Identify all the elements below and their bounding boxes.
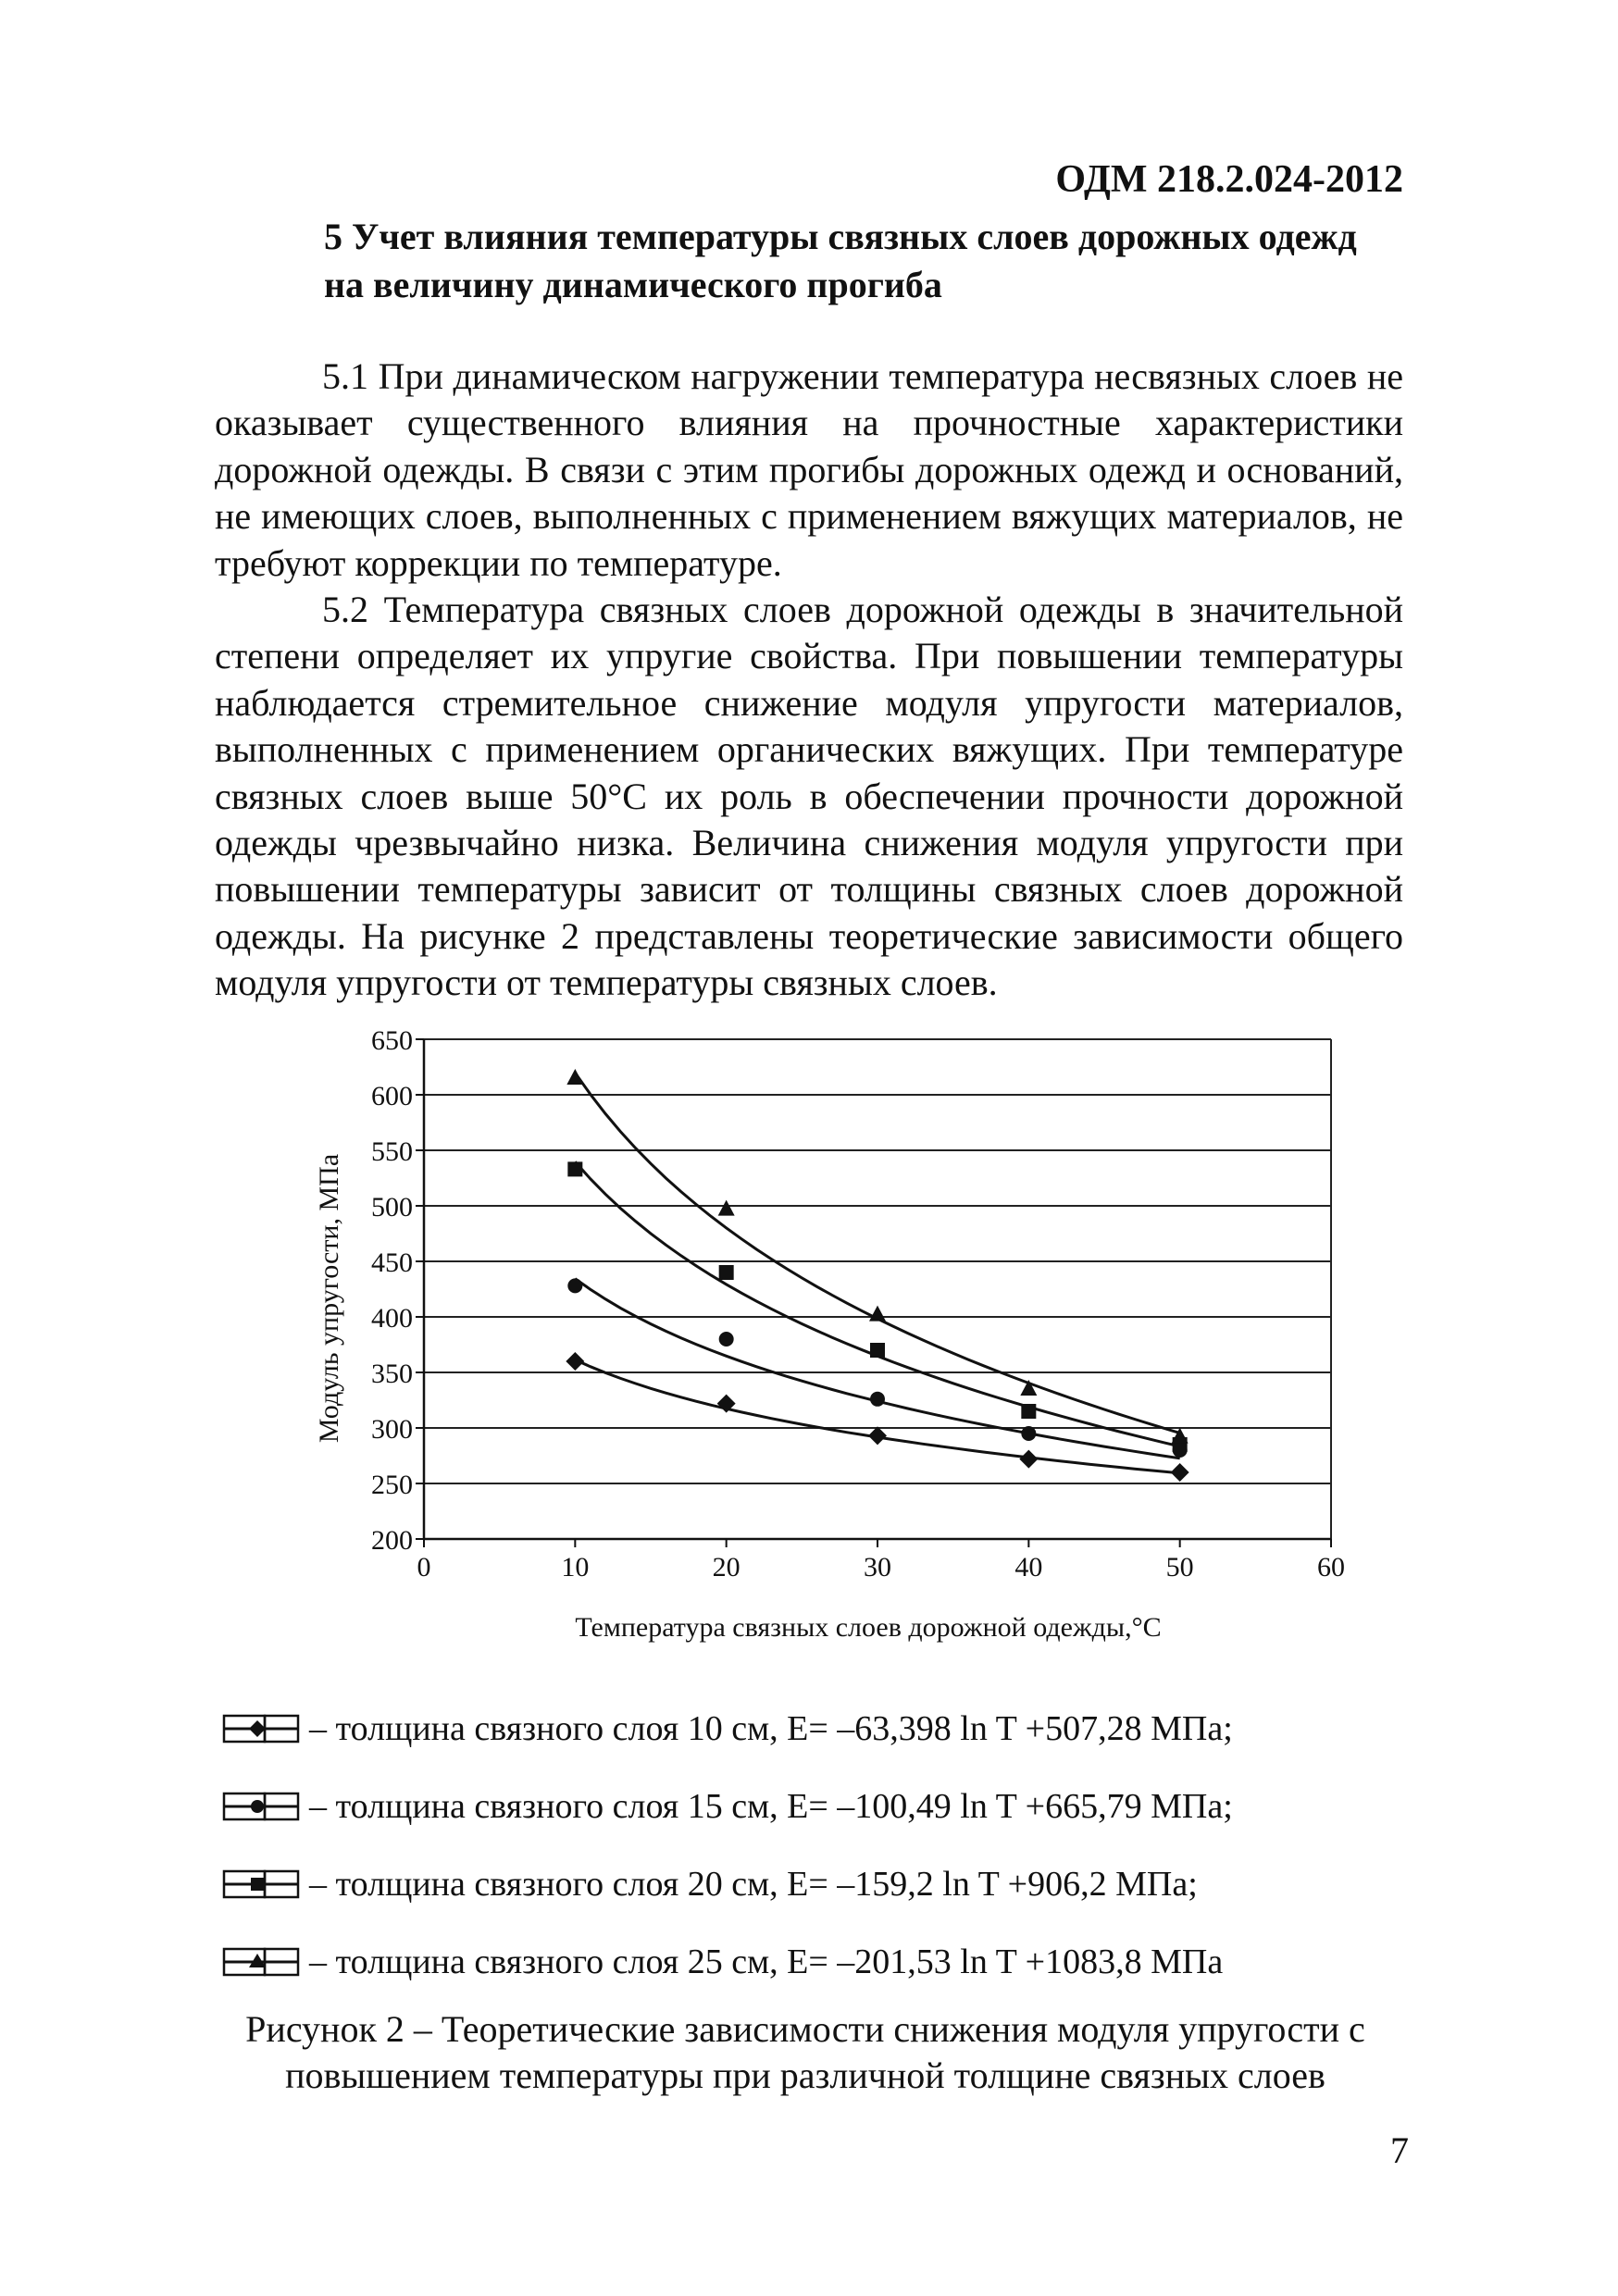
figure-caption-line-2: повышением температуры при различной толщине связных слоев (285, 2054, 1326, 2096)
legend-square (251, 1878, 264, 1891)
x-axis-title: Температура связных слоев дорожной одежды,°С (575, 1612, 1162, 1643)
legend-item-25cm (220, 1941, 1223, 1983)
data-point-3-20 (719, 1265, 734, 1280)
legend-label-25cm: – толщина связного слоя 25 см, E= –201,53 ln T +1083,8 МПа (309, 1942, 1224, 1981)
section-title (324, 213, 1416, 309)
data-point-3-30 (870, 1343, 885, 1358)
trend-line-1 (575, 1359, 1179, 1473)
chart-svg (296, 1027, 1370, 1657)
page-number: 7 (1390, 2129, 1409, 2171)
y-tick-label-450: 450 (371, 1247, 413, 1278)
x-tick-label-10: 10 (561, 1552, 590, 1582)
diamond-marker-icon (220, 1710, 304, 1747)
data-point-1-10 (566, 1352, 584, 1371)
legend-label-15cm: – толщина связного слоя 15 см, E= –100,49 ln T +665,79 МПа; (309, 1787, 1233, 1826)
legend-label-20cm: – толщина связного слоя 20 см, E= –159,2 ln T +906,2 МПа; (309, 1865, 1198, 1904)
y-tick-label-400: 400 (371, 1303, 413, 1334)
data-point-2-40 (1021, 1426, 1036, 1441)
legend-circle (251, 1800, 264, 1813)
data-point-4-20 (718, 1200, 735, 1216)
trend-line-4 (575, 1073, 1179, 1433)
y-tick-label-350: 350 (371, 1359, 413, 1389)
data-point-4-30 (869, 1306, 886, 1322)
y-tick-label-550: 550 (371, 1136, 413, 1167)
figure-caption (185, 2006, 1425, 2099)
x-tick-label-60: 60 (1317, 1552, 1345, 1582)
figure-2-chart (296, 1027, 1370, 1657)
y-tick-label-650: 650 (371, 1027, 413, 1056)
y-axis-title: Модуль упругости, МПа (314, 1153, 344, 1444)
data-point-1-30 (868, 1426, 887, 1445)
data-point-2-10 (567, 1278, 582, 1293)
figure-caption-line-1: Рисунок 2 – Теоретические зависимости снижения модуля упругости с (245, 2008, 1365, 2050)
paragraph-5-2: 5.2 Температура связных слоев дорожной одежды в значительной степени определяет их упругие свойства. При повышении температуры наблюдается стремительное снижение модуля упругости материалов, выполненных с применением органических вяжущих. При температуре связных слоев выше 50°С их роль в обеспечении прочности дорожной одежды чрезвычайно низка. Величина снижения модуля упругости при повышении температуры зависит от толщины связных слоев дорожной одежды. На рисунке 2 представлены теоретические зависимости общего модуля упругости от температуры связных слоев. (215, 589, 1403, 1004)
paragraph-5-1: 5.1 При динамическом нагружении температура несвязных слоев не оказывает существенного влияния на прочностные характеристики дорожной одежды. В связи с этим прогибы дорожных одежд и оснований, не имеющих слоев, выполненных с применением вяжущих материалов, не требуют коррекции по температуре. (215, 355, 1403, 584)
y-tick-label-300: 300 (371, 1414, 413, 1445)
y-tick-label-500: 500 (371, 1192, 413, 1222)
square-marker-icon (220, 1866, 304, 1903)
legend-diamond (249, 1720, 266, 1737)
x-tick-label-40: 40 (1014, 1552, 1043, 1582)
section-title-line-2: на величину динамического прогиба (324, 264, 942, 305)
data-point-2-30 (870, 1392, 885, 1407)
x-tick-label-0: 0 (417, 1552, 431, 1582)
triangle-marker-icon (220, 1943, 304, 1980)
x-tick-label-50: 50 (1165, 1552, 1194, 1582)
data-point-3-40 (1021, 1404, 1036, 1419)
legend-label-10cm: – толщина связного слоя 10 см, E= –63,398 ln T +507,28 МПа; (309, 1709, 1233, 1748)
legend-item-10cm (220, 1707, 1233, 1750)
document-code: ОДМ 218.2.024-2012 (1055, 158, 1403, 201)
series-4 (566, 1069, 1188, 1444)
body-text (215, 354, 1403, 1007)
legend-item-20cm (220, 1863, 1198, 1905)
x-tick-label-20: 20 (712, 1552, 741, 1582)
legend-item-15cm (220, 1785, 1233, 1828)
x-tick-label-30: 30 (864, 1552, 891, 1582)
section-title-line-1: 5 Учет влияния температуры связных слоев дорожных одежд (324, 216, 1357, 257)
data-point-4-10 (566, 1069, 583, 1085)
data-point-2-20 (719, 1332, 734, 1347)
y-tick-label-600: 600 (371, 1081, 413, 1111)
data-point-1-50 (1171, 1463, 1189, 1482)
y-tick-label-250: 250 (371, 1470, 413, 1500)
circle-marker-icon (220, 1788, 304, 1825)
y-tick-label-200: 200 (371, 1525, 413, 1556)
data-point-3-10 (567, 1161, 582, 1176)
data-point-1-40 (1019, 1450, 1038, 1469)
